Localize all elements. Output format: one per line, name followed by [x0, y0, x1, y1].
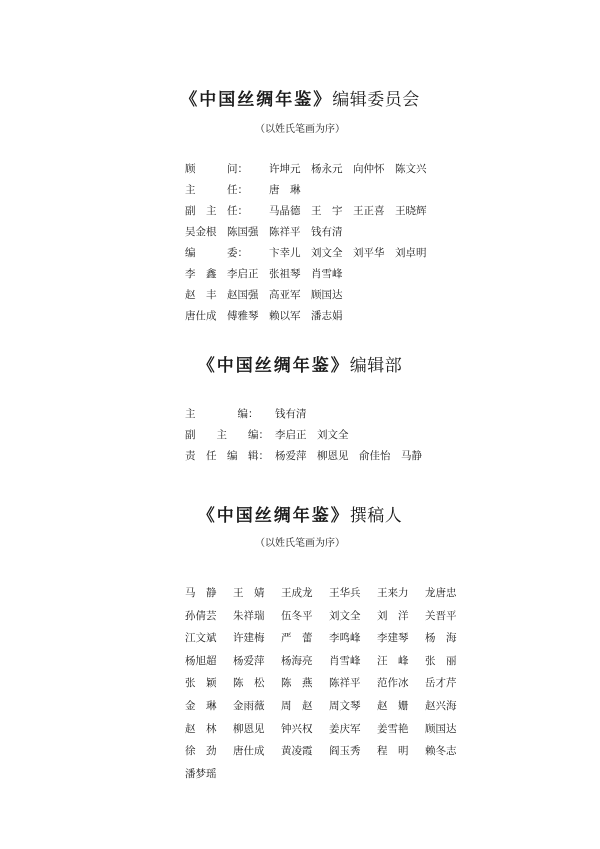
writer-name: 阎玉秀: [329, 745, 361, 758]
writers-title-suffix: 撰稿人: [349, 506, 403, 526]
writer-name: 关晋平: [425, 609, 457, 622]
committee-member-name: 唐 琳: [269, 184, 301, 196]
committee-member-name: 刘平华: [353, 247, 385, 259]
committee-role-label: 副 主 任：: [185, 205, 248, 217]
editorial-member-name: 俞佳怡: [359, 450, 391, 462]
committee-member-name: 傅雅琴: [227, 310, 259, 322]
writer-name: 刘文全: [329, 609, 361, 622]
committee-role-label: 主 任：: [185, 184, 248, 196]
committee-order-note: （以姓氏笔画为序）: [255, 124, 345, 135]
writer-name: 孙倩芸: [185, 609, 217, 622]
writers-row: [185, 740, 473, 762]
writer-name: 唐仕成: [233, 745, 265, 758]
writers-row: [185, 627, 473, 649]
committee-member-name: 李 鑫: [185, 268, 217, 280]
committee-member-name: 张祖琴: [269, 268, 301, 280]
writers-row: [185, 605, 473, 627]
committee-row: [185, 180, 311, 201]
writer-name: 王华兵: [329, 587, 361, 599]
writer-name: 金 琳: [185, 700, 217, 712]
committee-member-name: 刘卓明: [395, 247, 427, 259]
writer-name: 周 赵: [281, 700, 313, 712]
writer-name: 王成龙: [281, 587, 313, 599]
editorial-title-book: 《中国丝绸年鉴》: [197, 356, 350, 376]
writers-row: [185, 650, 473, 672]
writer-name: 杨爱萍: [233, 654, 265, 667]
committee-member-name: 吴金根: [185, 226, 217, 238]
writer-name: 钟兴权: [281, 722, 313, 735]
committee-row: [185, 159, 437, 180]
writer-name: 程 明: [377, 745, 409, 758]
writer-name: 汪 峰: [377, 654, 409, 667]
writer-name: 杨海亮: [281, 654, 313, 667]
writers-title: [0, 506, 600, 526]
committee-member-name: 马晶德: [269, 205, 301, 217]
writer-name: 许建梅: [233, 632, 265, 645]
writer-name: 马 静: [185, 587, 217, 599]
writer-name: 岳才芹: [425, 677, 457, 690]
committee-member-name: 钱有清: [311, 226, 343, 238]
committee-member-name: 卞幸儿: [269, 247, 301, 259]
writers-row: [185, 763, 233, 785]
editorial-member-name: 柳恩见: [317, 450, 349, 462]
writers-order-note: （以姓氏笔画为序）: [255, 538, 345, 549]
editorial-role-label: 副 主 编：: [185, 429, 269, 441]
writers-row: [185, 695, 473, 717]
writer-name: 姜雪艳: [377, 722, 409, 735]
writer-name: 赖冬志: [425, 745, 457, 758]
editorial-row: [185, 404, 317, 425]
writer-name: 伍冬平: [281, 609, 313, 622]
committee-member-name: 赵国强: [227, 289, 259, 301]
committee-row: [185, 264, 353, 285]
writer-name: 王 婧: [233, 587, 265, 599]
writers-row: [185, 582, 473, 604]
writer-name: 赵兴海: [425, 700, 457, 712]
writer-name: 陈 松: [233, 677, 265, 690]
writer-name: 严 蕾: [281, 632, 313, 645]
writer-name: 陈 燕: [281, 677, 313, 690]
committee-member-name: 赵 丰: [185, 289, 217, 301]
committee-member-name: 肖雪峰: [311, 268, 343, 280]
writer-name: 龙唐忠: [425, 587, 457, 599]
editorial-role-label: 责 任 编 辑：: [185, 450, 269, 462]
committee-member-name: 潘志娟: [311, 310, 343, 322]
writer-name: 张 颖: [185, 677, 217, 690]
writer-name: 黄凌霞: [281, 745, 313, 758]
committee-member-name: 刘文全: [311, 247, 343, 259]
committee-row: [185, 222, 353, 243]
committee-member-name: 王晓辉: [395, 205, 427, 217]
committee-member-name: 陈文兴: [395, 163, 427, 175]
committee-title: [0, 90, 600, 110]
editorial-member-name: 李启正: [275, 429, 307, 441]
committee-row: [185, 243, 437, 264]
writer-name: 赵 林: [185, 722, 217, 735]
writer-name: 江文斌: [185, 632, 217, 645]
editorial-member-name: 钱有清: [275, 408, 307, 420]
committee-role-label: 顾 问：: [185, 163, 248, 175]
writer-name: 金雨薇: [233, 700, 265, 712]
writer-name: 周文琴: [329, 700, 361, 712]
writer-name: 柳恩见: [233, 722, 265, 735]
writers-title-book: 《中国丝绸年鉴》: [197, 506, 350, 526]
writer-name: 姜庆军: [329, 722, 361, 735]
committee-member-name: 顾国达: [311, 289, 343, 301]
committee-member-name: 王 宇: [311, 205, 343, 217]
writer-name: 陈祥平: [329, 677, 361, 690]
editorial-title: [0, 356, 600, 376]
writer-name: 王来力: [377, 587, 409, 599]
editorial-member-name: 杨爱萍: [275, 450, 307, 462]
writer-name: 徐 劲: [185, 745, 217, 758]
committee-member-name: 李启正: [227, 268, 259, 280]
committee-row: [185, 285, 353, 306]
committee-row: [185, 306, 353, 327]
committee-member-name: 向仲怀: [353, 163, 385, 175]
writer-name: 潘梦瑶: [185, 767, 217, 780]
writer-name: 李鸣峰: [329, 632, 361, 645]
writers-row: [185, 718, 473, 740]
editorial-row: [185, 446, 443, 467]
committee-member-name: 杨永元: [311, 163, 343, 175]
writer-name: 杨旭超: [185, 654, 217, 667]
committee-member-name: 陈祥平: [269, 226, 301, 238]
editorial-title-suffix: 编辑部: [349, 356, 403, 376]
editorial-member-name: 刘文全: [317, 429, 349, 441]
writer-name: 朱祥瑞: [233, 609, 265, 622]
writers-row: [185, 672, 473, 694]
writer-name: 范作冰: [377, 677, 409, 690]
editorial-role-label: 主 编：: [185, 408, 259, 420]
committee-row: [185, 201, 437, 222]
editorial-row: [185, 425, 359, 446]
committee-member-name: 许坤元: [269, 163, 301, 175]
writer-name: 杨 海: [425, 632, 457, 645]
writer-name: 张 丽: [425, 654, 457, 667]
committee-title-suffix: 编辑委员会: [332, 90, 420, 110]
writer-name: 顾国达: [425, 722, 457, 735]
committee-member-name: 王正喜: [353, 205, 385, 217]
writer-name: 刘 洋: [377, 609, 409, 622]
writer-name: 肖雪峰: [329, 654, 361, 667]
committee-member-name: 赖以军: [269, 310, 301, 322]
committee-member-name: 陈国强: [227, 226, 259, 238]
editorial-member-name: 马静: [401, 450, 422, 462]
committee-member-name: 唐仕成: [185, 310, 217, 322]
writer-name: 赵 姗: [377, 700, 409, 712]
committee-member-name: 高亚军: [269, 289, 301, 301]
committee-title-book: 《中国丝绸年鉴》: [180, 90, 333, 110]
committee-role-label: 编 委：: [185, 247, 248, 259]
writer-name: 李建琴: [377, 632, 409, 645]
